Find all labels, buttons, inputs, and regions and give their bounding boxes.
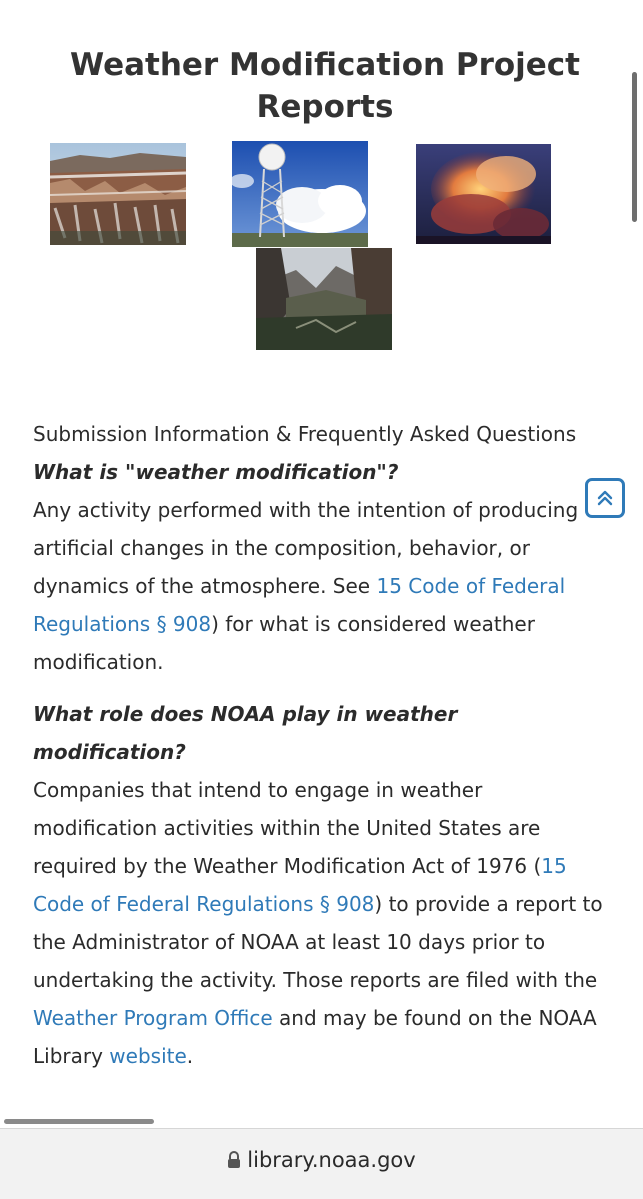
answer-text: and may be found on the NOAA Library xyxy=(33,1006,597,1068)
cfr-908-link[interactable]: 15 Code of Federal Regulations § 908 xyxy=(33,574,566,636)
lock-icon xyxy=(227,1151,241,1169)
question-weather-modification: What is "weather modification"? xyxy=(33,460,399,484)
answer-text: Companies that intend to engage in weather modification activities within the United States are required by the Weather Modification Act of 1976 ( xyxy=(33,778,542,878)
answer-text: ) to provide a report to the Administrator of NOAA at least 10 days prior to undertaking the activity. Those reports are filed with the xyxy=(33,892,603,992)
url-text: library.noaa.gov xyxy=(247,1148,416,1172)
home-indicator xyxy=(4,1119,154,1124)
main-content xyxy=(33,415,603,1075)
canyon-landscape-photo xyxy=(50,143,186,245)
answer-weather-modification xyxy=(33,491,603,681)
scrollbar[interactable] xyxy=(632,72,637,222)
question-noaa-role: What role does NOAA play in weather modification? xyxy=(33,702,458,764)
answer-text: ) for what is considered weather modification. xyxy=(33,612,535,674)
sunset-clouds-photo xyxy=(416,144,551,244)
page-title: Weather Modification Project Reports xyxy=(69,47,581,125)
mountain-valley-photo xyxy=(256,248,392,350)
weather-program-office-link[interactable]: Weather Program Office xyxy=(33,1006,273,1030)
noaa-library-website-link[interactable]: website xyxy=(109,1044,187,1068)
browser-address-bar[interactable] xyxy=(0,1128,643,1199)
intro-text: Submission Information & Frequently Asked Questions xyxy=(33,422,577,446)
answer-noaa-role xyxy=(33,771,603,1075)
radar-tower-photo xyxy=(232,141,368,247)
cfr-908-link-2[interactable]: 15 Code of Federal Regulations § 908 xyxy=(33,854,567,916)
back-to-top-button[interactable] xyxy=(585,478,625,518)
url-display[interactable] xyxy=(0,1148,643,1172)
chevron-double-up-icon xyxy=(595,488,615,508)
answer-text: Any activity performed with the intention of producing artificial changes in the composition, behavior, or dynamics of the atmosphere. See xyxy=(33,498,579,598)
answer-text: . xyxy=(186,1044,194,1068)
